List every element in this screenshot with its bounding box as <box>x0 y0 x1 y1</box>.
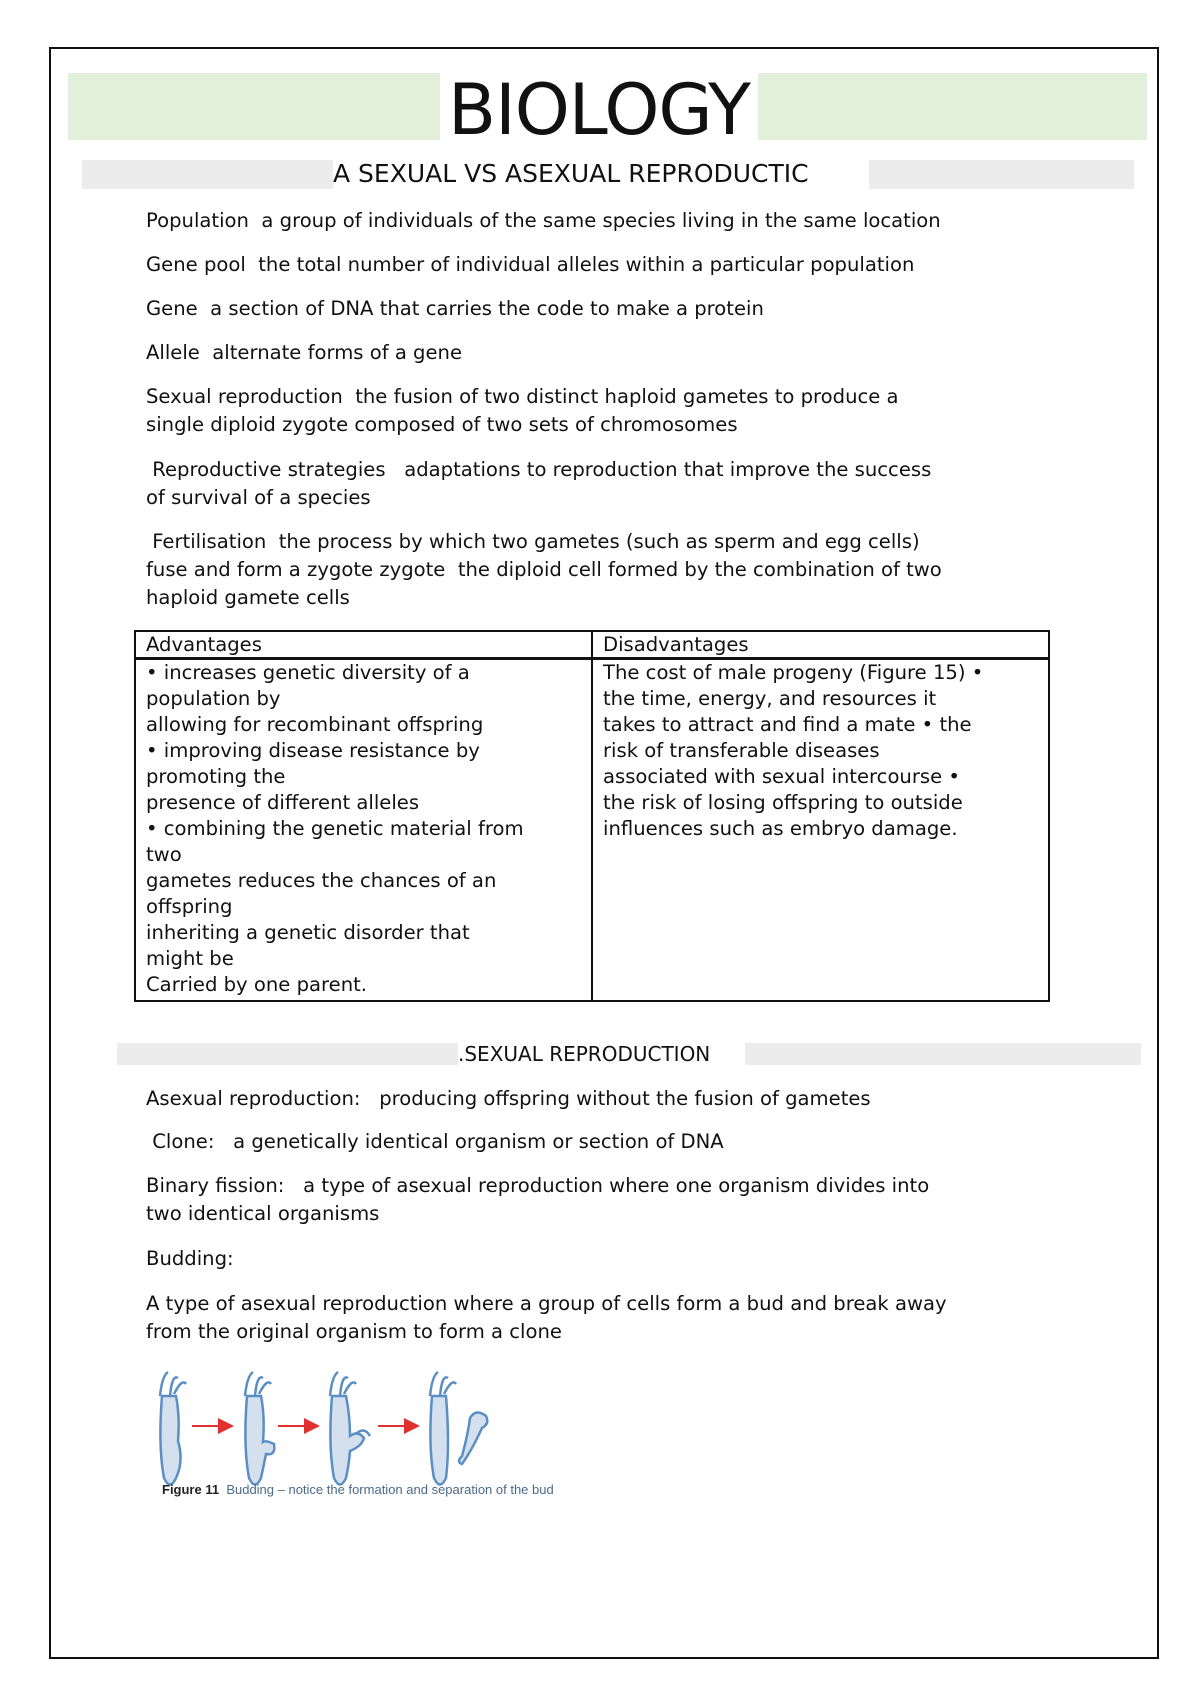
hydra-2 <box>245 1372 274 1485</box>
disadvantages-line: influences such as embryo damage. <box>603 817 958 840</box>
hydra-4 <box>430 1372 487 1485</box>
definition-line: single diploid zygote composed of two sets of chromosomes <box>146 413 738 436</box>
disadvantages-line: takes to attract and find a mate • the <box>603 713 972 736</box>
figure-caption-text: Budding – notice the formation and separation of the bud <box>226 1482 554 1497</box>
definition-line: Sexual reproduction the fusion of two distinct haploid gametes to produce a <box>146 385 899 408</box>
hydra-3 <box>330 1372 370 1485</box>
definition-line: Budding: <box>146 1247 234 1270</box>
definition-line: two identical organisms <box>146 1202 380 1225</box>
advantages-line: • improving disease resistance by <box>146 739 480 762</box>
definition-line: haploid gamete cells <box>146 586 350 609</box>
disadvantages-line: the risk of losing offspring to outside <box>603 791 963 814</box>
title-band-left <box>68 73 440 140</box>
definition-paragraph <box>146 295 764 323</box>
header-advantages: Advantages <box>135 631 592 659</box>
advantages-line: presence of different alleles <box>146 791 420 814</box>
advantages-line: might be <box>146 947 234 970</box>
advantages-line: two <box>146 843 182 866</box>
advantages-line: allowing for recombinant offspring <box>146 713 484 736</box>
advantages-line: • increases genetic diversity of a <box>146 661 470 684</box>
disadvantages-line: associated with sexual intercourse • <box>603 765 960 788</box>
definition-paragraph <box>146 456 931 512</box>
definition-line: Allele alternate forms of a gene <box>146 341 463 364</box>
advantages-line: offspring <box>146 895 233 918</box>
definition-line: from the original organism to form a clone <box>146 1320 562 1343</box>
definition-paragraph <box>146 251 914 279</box>
disadvantages-line: the time, energy, and resources it <box>603 687 937 710</box>
disadvantages-line: The cost of male progeny (Figure 15) • <box>603 661 984 684</box>
definition-line: fuse and form a zygote zygote the diploid cell formed by the combination of two <box>146 558 942 581</box>
section-heading-asexual: .SEXUAL REPRODUCTION <box>458 1040 745 1068</box>
header-disadvantages: Disadvantages <box>592 631 1049 659</box>
definition-line: of survival of a species <box>146 486 371 509</box>
page-title: BIOLOGY <box>440 70 758 150</box>
definition-paragraph <box>146 528 942 612</box>
disadvantages-line: risk of transferable diseases <box>603 739 880 762</box>
advantages-line: • combining the genetic material from <box>146 817 524 840</box>
figure-caption <box>162 1482 554 1497</box>
definition-paragraph <box>146 1245 234 1273</box>
disadvantages-cell <box>592 659 1049 1002</box>
advantages-line: inheriting a genetic disorder that <box>146 921 470 944</box>
definition-paragraph <box>146 383 899 439</box>
title-band-right <box>758 73 1147 140</box>
advantages-cell <box>135 659 592 1002</box>
definition-paragraph <box>146 339 462 367</box>
definition-paragraph <box>146 1085 871 1113</box>
definition-line: Binary fission: a type of asexual reproduction where one organism divides into <box>146 1174 930 1197</box>
hydra-1 <box>160 1372 186 1485</box>
advantages-disadvantages-table <box>134 630 1050 1002</box>
figure-label: Figure 11 <box>162 1482 220 1497</box>
definition-line: Asexual reproduction: producing offspring without the fusion of gametes <box>146 1087 871 1110</box>
definition-line: Reproductive strategies adaptations to reproduction that improve the success <box>146 458 932 481</box>
definition-line: Gene pool the total number of individual alleles within a particular population <box>146 253 915 276</box>
definition-paragraph <box>146 207 941 235</box>
definition-paragraph <box>146 1172 929 1228</box>
advantages-line: promoting the <box>146 765 286 788</box>
definition-paragraph <box>146 1290 947 1346</box>
definition-line: Clone: a genetically identical organism or section of DNA <box>146 1130 724 1153</box>
advantages-line: Carried by one parent. <box>146 973 368 996</box>
advantages-line: population by <box>146 687 281 710</box>
definition-line: Gene a section of DNA that carries the code to make a protein <box>146 297 764 320</box>
definition-line: Population a group of individuals of the same species living in the same location <box>146 209 941 232</box>
definition-paragraph <box>146 1128 724 1156</box>
definition-line: Fertilisation the process by which two gametes (such as sperm and egg cells) <box>146 530 920 553</box>
section-heading-sexual: A SEXUAL VS ASEXUAL REPRODUCTIC <box>333 158 869 190</box>
definition-line: A type of asexual reproduction where a group of cells form a bud and break away <box>146 1292 947 1315</box>
advantages-line: gametes reduces the chances of an <box>146 869 497 892</box>
